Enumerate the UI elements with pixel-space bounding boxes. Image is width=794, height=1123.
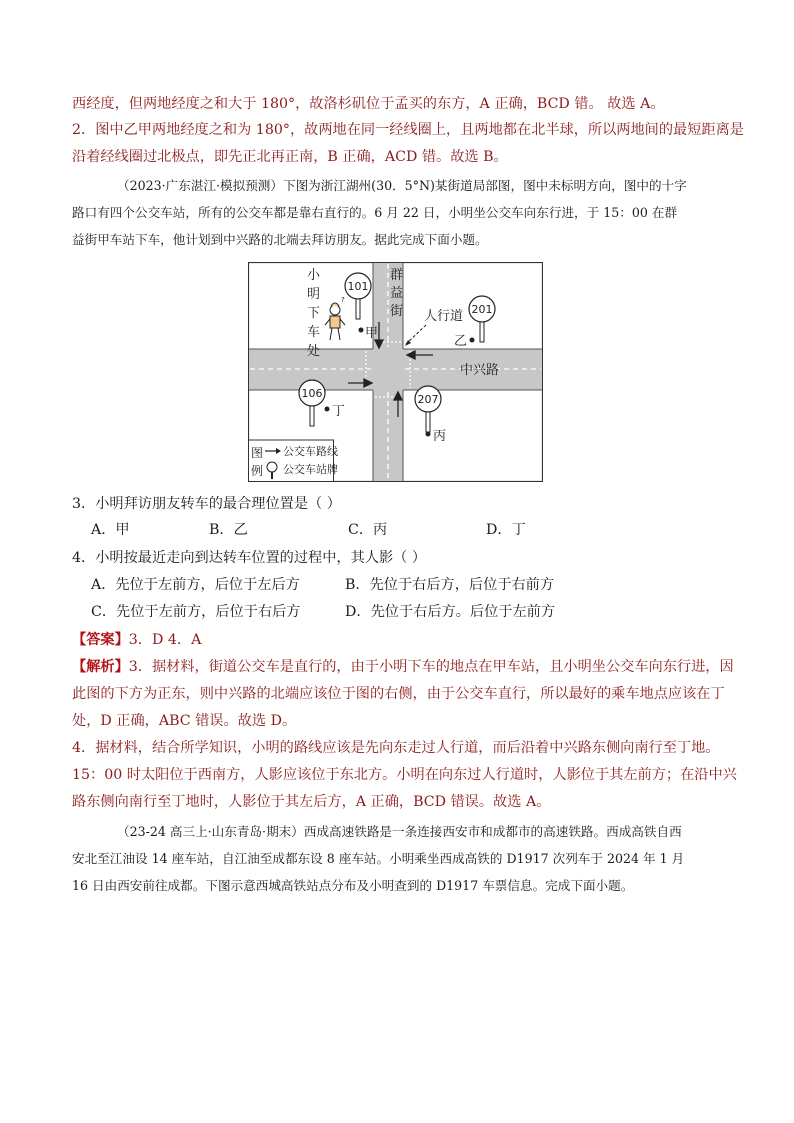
text-line: 2．图中乙甲两地经度之和为 180°，故两地在同一经线圈上，且两地都在北半球，所以两地间的最短距离是 bbox=[72, 122, 744, 138]
svg-text:106: 106 bbox=[301, 387, 323, 400]
street-map-figure bbox=[248, 262, 543, 482]
svg-text:例: 例 bbox=[251, 464, 264, 478]
question-intro: （23-24 高三上·山东青岛·期末）西成高速铁路是一条连接西安市和成都市的高速铁路。西成高铁自西 bbox=[117, 824, 682, 839]
svg-text:丙: 丙 bbox=[433, 429, 447, 444]
analysis-line: 15：00 时太阳位于西南方，人影应该位于东北方。小明在向东过人行道时，人影位于其左前方；在沿中兴 bbox=[72, 767, 737, 783]
svg-text:益: 益 bbox=[390, 286, 404, 301]
svg-text:乙: 乙 bbox=[454, 334, 468, 349]
q3-option-c: C．丙 bbox=[348, 522, 388, 538]
answer-tag: 【答案】 bbox=[72, 632, 129, 648]
question-intro: 路口有四个公交车站，所有的公交车都是靠右直行的。6 月 22 日，小明坐公交车向东行进，于 15：00 在群 bbox=[72, 205, 678, 220]
svg-text:公交车站牌: 公交车站牌 bbox=[283, 463, 338, 476]
question-intro: 16 日由西安前往成都。下图示意西城高铁站点分布及小明查到的 D1917 车票信息。完成下面小题。 bbox=[72, 878, 634, 893]
svg-text:明: 明 bbox=[307, 287, 321, 302]
analysis-line bbox=[72, 657, 734, 677]
svg-text:公交车路线: 公交车路线 bbox=[283, 445, 338, 458]
svg-text:207: 207 bbox=[417, 393, 439, 406]
question-3: 3．小明拜访朋友转车的最合理位置是（ ） bbox=[72, 496, 341, 512]
analysis-text: 3．据材料，街道公交车是直行的，由于小明下车的地点在甲车站，且小明坐公交车向东行进，因 bbox=[128, 659, 734, 675]
street-map-svg bbox=[248, 262, 543, 482]
svg-text:?: ? bbox=[341, 296, 345, 304]
analysis-line: 此图的下方为正东，则中兴路的北端应该位于图的右侧，由于公交车直行，所以最好的乘车地点应该在丁 bbox=[72, 686, 725, 702]
question-4: 4．小明按最近走向到达转车位置的过程中，其人影（ ） bbox=[72, 550, 427, 566]
q4-option-c: C．先位于左前方，后位于右后方 bbox=[91, 604, 301, 620]
analysis-line: 路东侧向南行至丁地时，人影位于其左后方，A 正确，BCD 错误。故选 A。 bbox=[72, 794, 551, 810]
svg-text:小: 小 bbox=[307, 268, 321, 283]
svg-text:丁: 丁 bbox=[332, 404, 346, 419]
svg-text:图: 图 bbox=[251, 446, 264, 460]
svg-text:甲: 甲 bbox=[365, 326, 379, 341]
svg-text:群: 群 bbox=[390, 268, 404, 283]
q4-option-d: D．先位于右后方。后位于左前方 bbox=[345, 604, 556, 620]
svg-text:街: 街 bbox=[390, 304, 404, 319]
analysis-line: 处，D 正确，ABC 错误。故选 D。 bbox=[72, 713, 297, 729]
q4-option-b: B．先位于右后方，后位于右前方 bbox=[345, 577, 555, 593]
xiaoming-label bbox=[307, 268, 321, 359]
question-intro: 安北至江油设 14 座车站，自江油至成都东设 8 座车站。小明乘坐西成高铁的 D1917 次列车于 2024 年 1 月 bbox=[72, 851, 685, 866]
text-line: 西经度，但两地经度之和大于 180°，故洛杉矶位于孟买的东方，A 正确，BCD 错。 故选 A。 bbox=[72, 96, 665, 112]
question-intro: （2023·广东湛江·模拟预测）下图为浙江湖州(30．5°N)某街道局部图，图中未标明方向，图中的十字 bbox=[117, 178, 687, 193]
analysis-line: 4．据材料，结合所学知识，小明的路线应该是先向东走过人行道，而后沿着中兴路东侧向南行至丁地。 bbox=[72, 740, 720, 756]
analysis-tag: 【解析】 bbox=[72, 659, 129, 675]
svg-text:处: 处 bbox=[307, 344, 321, 359]
answer-line bbox=[72, 630, 201, 650]
svg-text:车: 车 bbox=[307, 325, 321, 340]
svg-text:下: 下 bbox=[307, 306, 321, 321]
map-legend bbox=[249, 440, 339, 482]
zhongxing-road-label: 中兴路 bbox=[460, 363, 500, 378]
text-line: 沿着经线圈过北极点，即先正北再正南，B 正确，ACD 错。故选 B。 bbox=[72, 149, 508, 165]
q4-option-a: A．先位于左前方，后位于左后方 bbox=[91, 577, 300, 593]
answer-text: 3．D 4．A bbox=[128, 632, 202, 648]
q3-option-d: D．丁 bbox=[486, 522, 526, 538]
qunyi-street-label bbox=[390, 268, 403, 319]
q3-option-a: A．甲 bbox=[91, 522, 130, 538]
svg-text:201: 201 bbox=[471, 303, 493, 316]
sidewalk-label: 人行道 bbox=[424, 309, 464, 324]
svg-text:101: 101 bbox=[347, 280, 369, 293]
q3-option-b: B．乙 bbox=[209, 522, 248, 538]
question-intro: 益街甲车站下车，他计划到中兴路的北端去拜访朋友。据此完成下面小题。 bbox=[72, 232, 488, 247]
